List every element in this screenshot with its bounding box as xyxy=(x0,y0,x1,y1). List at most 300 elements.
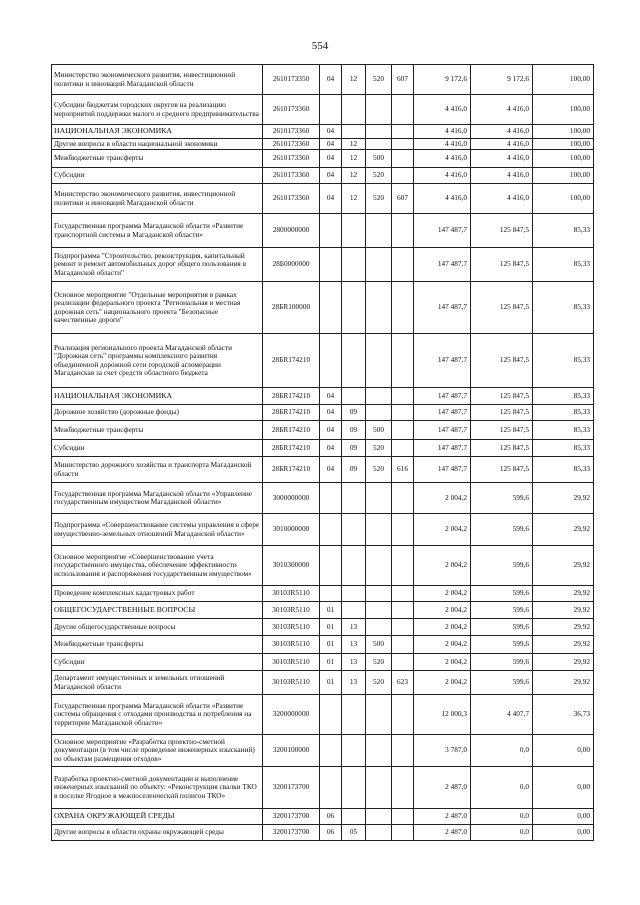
section-code: 04 xyxy=(320,168,342,184)
table-row xyxy=(52,405,594,421)
expense-type-code xyxy=(366,619,392,636)
execution-percent: 85,33 xyxy=(533,405,594,421)
target-code: 3010300000 xyxy=(263,546,320,586)
administrator-code xyxy=(392,150,414,168)
subsection-code: 13 xyxy=(342,636,366,654)
administrator-code xyxy=(392,809,414,825)
target-code: 30103R5110 xyxy=(263,654,320,671)
section-code: 04 xyxy=(320,139,342,150)
subsection-code: 13 xyxy=(342,619,366,636)
section-code: 04 xyxy=(320,150,342,168)
section-code xyxy=(320,483,342,514)
executed-amount: 125 847,5 xyxy=(471,440,533,457)
executed-amount: 599,6 xyxy=(471,483,533,514)
subsection-code xyxy=(342,334,366,388)
target-code: 28БR174210 xyxy=(263,388,320,405)
row-name: Межбюджетные трансферты xyxy=(52,636,263,654)
subsection-code: 05 xyxy=(342,825,366,841)
table-row xyxy=(52,457,594,483)
table-row xyxy=(52,139,594,150)
subsection-code xyxy=(342,282,366,334)
expense-type-code: 520 xyxy=(366,184,392,214)
subsection-code xyxy=(342,248,366,282)
administrator-code xyxy=(392,636,414,654)
planned-amount: 147 487,7 xyxy=(414,282,471,334)
table-row xyxy=(52,282,594,334)
expense-type-code: 520 xyxy=(366,440,392,457)
planned-amount: 2 487,0 xyxy=(414,825,471,841)
table-row xyxy=(52,95,594,125)
administrator-code xyxy=(392,248,414,282)
row-name: Подпрограмма «Совершенствование системы управления в сфере имущественно-земельных отношений Магаданской области» xyxy=(52,514,263,546)
expense-type-code xyxy=(366,546,392,586)
row-name: Основное мероприятие «Совершенствование учета государственного имущества, обеспечение эффективности использования и распоряжения государственным имуществом» xyxy=(52,546,263,586)
target-code: 30103R5110 xyxy=(263,636,320,654)
section-code xyxy=(320,767,342,809)
table-row xyxy=(52,654,594,671)
subsection-code: 12 xyxy=(342,168,366,184)
table-row xyxy=(52,695,594,735)
expense-type-code xyxy=(366,809,392,825)
execution-percent: 29,92 xyxy=(533,586,594,602)
target-code: 3200173700 xyxy=(263,767,320,809)
executed-amount: 0,0 xyxy=(471,735,533,767)
administrator-code xyxy=(392,735,414,767)
expense-type-code xyxy=(366,282,392,334)
section-code xyxy=(320,546,342,586)
administrator-code xyxy=(392,139,414,150)
executed-amount: 599,6 xyxy=(471,602,533,619)
expense-type-code xyxy=(366,139,392,150)
expense-type-code xyxy=(366,483,392,514)
row-name: Проведение комплексных кадастровых работ xyxy=(52,586,263,602)
row-name: Министерство дорожного хозяйства и транспорта Магаданской области xyxy=(52,457,263,483)
expense-type-code xyxy=(366,405,392,421)
subsection-code xyxy=(342,214,366,248)
row-name: Государственная программа Магаданской области «Развитие системы обращения с отходами производства и потребления на территории Магаданской области» xyxy=(52,695,263,735)
expense-type-code: 500 xyxy=(366,421,392,440)
row-name: Дорожное хозяйство (дорожные фонды) xyxy=(52,405,263,421)
table-row xyxy=(52,214,594,248)
execution-percent: 85,33 xyxy=(533,457,594,483)
executed-amount: 4 416,0 xyxy=(471,95,533,125)
row-name: Другие вопросы в области охраны окружающей среды xyxy=(52,825,263,841)
table-row xyxy=(52,735,594,767)
execution-percent: 29,92 xyxy=(533,546,594,586)
target-code: 2610173360 xyxy=(263,150,320,168)
section-code: 04 xyxy=(320,457,342,483)
section-code xyxy=(320,214,342,248)
subsection-code: 12 xyxy=(342,184,366,214)
subsection-code: 09 xyxy=(342,440,366,457)
row-name: ОБЩЕГОСУДАРСТВЕННЫЕ ВОПРОСЫ xyxy=(52,602,263,619)
row-name: Другие вопросы в области национальной экономики xyxy=(52,139,263,150)
planned-amount: 4 416,0 xyxy=(414,150,471,168)
executed-amount: 125 847,5 xyxy=(471,248,533,282)
target-code: 3200173700 xyxy=(263,825,320,841)
table-row xyxy=(52,825,594,841)
planned-amount: 12 000,3 xyxy=(414,695,471,735)
execution-percent: 100,00 xyxy=(533,168,594,184)
execution-percent: 100,00 xyxy=(533,184,594,214)
target-code: 30103R5110 xyxy=(263,586,320,602)
target-code: 30103R5110 xyxy=(263,602,320,619)
section-code xyxy=(320,695,342,735)
subsection-code xyxy=(342,388,366,405)
subsection-code: 13 xyxy=(342,654,366,671)
budget-table xyxy=(51,64,594,841)
section-code xyxy=(320,95,342,125)
administrator-code xyxy=(392,695,414,735)
expense-type-code xyxy=(366,602,392,619)
executed-amount: 125 847,5 xyxy=(471,421,533,440)
executed-amount: 125 847,5 xyxy=(471,282,533,334)
executed-amount: 0,0 xyxy=(471,809,533,825)
expense-type-code: 520 xyxy=(366,457,392,483)
subsection-code xyxy=(342,546,366,586)
executed-amount: 599,6 xyxy=(471,671,533,695)
expense-type-code xyxy=(366,586,392,602)
executed-amount: 599,6 xyxy=(471,636,533,654)
target-code: 3200173700 xyxy=(263,809,320,825)
planned-amount: 2 004,2 xyxy=(414,671,471,695)
table-row xyxy=(52,546,594,586)
subsection-code xyxy=(342,809,366,825)
section-code: 01 xyxy=(320,654,342,671)
target-code: 2610173360 xyxy=(263,168,320,184)
executed-amount: 4 416,0 xyxy=(471,139,533,150)
planned-amount: 2 487,0 xyxy=(414,767,471,809)
executed-amount: 9 172,6 xyxy=(471,65,533,95)
planned-amount: 2 004,2 xyxy=(414,619,471,636)
expense-type-code: 520 xyxy=(366,671,392,695)
table-row xyxy=(52,514,594,546)
target-code: 2800000000 xyxy=(263,214,320,248)
table-row xyxy=(52,440,594,457)
target-code: 2610173360 xyxy=(263,95,320,125)
target-code: 3010000000 xyxy=(263,514,320,546)
planned-amount: 147 487,7 xyxy=(414,405,471,421)
section-code: 01 xyxy=(320,602,342,619)
administrator-code xyxy=(392,95,414,125)
target-code: 28БR174210 xyxy=(263,334,320,388)
planned-amount: 147 487,7 xyxy=(414,248,471,282)
row-name: Департамент имущественных и земельных отношений Магаданской области xyxy=(52,671,263,695)
section-code: 01 xyxy=(320,636,342,654)
planned-amount: 9 172,6 xyxy=(414,65,471,95)
executed-amount: 4 416,0 xyxy=(471,150,533,168)
execution-percent: 29,92 xyxy=(533,671,594,695)
execution-percent: 0,00 xyxy=(533,809,594,825)
planned-amount: 147 487,7 xyxy=(414,388,471,405)
target-code: 28БR174210 xyxy=(263,440,320,457)
administrator-code xyxy=(392,586,414,602)
table-row xyxy=(52,586,594,602)
target-code: 3200000000 xyxy=(263,695,320,735)
subsection-code xyxy=(342,514,366,546)
administrator-code xyxy=(392,388,414,405)
execution-percent: 29,92 xyxy=(533,636,594,654)
row-name: Межбюджетные трансферты xyxy=(52,150,263,168)
administrator-code xyxy=(392,825,414,841)
subsection-code: 09 xyxy=(342,457,366,483)
row-name: Субсидии xyxy=(52,654,263,671)
administrator-code xyxy=(392,421,414,440)
section-code: 06 xyxy=(320,809,342,825)
table-row xyxy=(52,248,594,282)
execution-percent: 85,33 xyxy=(533,282,594,334)
row-name: Государственная программа Магаданской области «Управление государственным имуществом Магаданской области» xyxy=(52,483,263,514)
target-code: 28Б0000000 xyxy=(263,248,320,282)
executed-amount: 599,6 xyxy=(471,514,533,546)
table-row xyxy=(52,602,594,619)
section-code: 01 xyxy=(320,619,342,636)
subsection-code xyxy=(342,483,366,514)
execution-percent: 36,73 xyxy=(533,695,594,735)
expense-type-code xyxy=(366,125,392,139)
planned-amount: 2 004,2 xyxy=(414,654,471,671)
administrator-code xyxy=(392,619,414,636)
execution-percent: 100,00 xyxy=(533,139,594,150)
section-code: 04 xyxy=(320,65,342,95)
executed-amount: 125 847,5 xyxy=(471,405,533,421)
planned-amount: 147 487,7 xyxy=(414,214,471,248)
table-row xyxy=(52,619,594,636)
row-name: Министерство экономического развития, инвестиционной политики и инноваций Магаданской области xyxy=(52,184,263,214)
executed-amount: 0,0 xyxy=(471,767,533,809)
planned-amount: 2 004,2 xyxy=(414,514,471,546)
target-code: 28БR174210 xyxy=(263,405,320,421)
planned-amount: 4 416,0 xyxy=(414,184,471,214)
executed-amount: 4 416,0 xyxy=(471,168,533,184)
table-row xyxy=(52,421,594,440)
section-code: 04 xyxy=(320,405,342,421)
executed-amount: 599,6 xyxy=(471,586,533,602)
subsection-code xyxy=(342,125,366,139)
execution-percent: 100,00 xyxy=(533,95,594,125)
page-number: 554 xyxy=(311,40,329,52)
expense-type-code xyxy=(366,248,392,282)
section-code xyxy=(320,514,342,546)
subsection-code: 12 xyxy=(342,65,366,95)
administrator-code xyxy=(392,767,414,809)
section-code: 06 xyxy=(320,825,342,841)
execution-percent: 85,33 xyxy=(533,421,594,440)
planned-amount: 2 004,2 xyxy=(414,586,471,602)
row-name: Реализация регионального проекта Магаданской области "Дорожная сеть" программы комплексного развития объединенной дорожной сети городской агломерации Магаданская за счет средств областного бюджета xyxy=(52,334,263,388)
subsection-code xyxy=(342,602,366,619)
expense-type-code xyxy=(366,95,392,125)
planned-amount: 2 004,2 xyxy=(414,602,471,619)
administrator-code xyxy=(392,214,414,248)
row-name: Основное мероприятие "Отдельные мероприятия в рамках реализации федерального проекта "Региональная и местная дорожная сеть" национального проекта "Безопасные качественные дороги" xyxy=(52,282,263,334)
table-row xyxy=(52,125,594,139)
planned-amount: 4 416,0 xyxy=(414,139,471,150)
subsection-code xyxy=(342,586,366,602)
table-row xyxy=(52,65,594,95)
section-code: 04 xyxy=(320,421,342,440)
administrator-code xyxy=(392,602,414,619)
planned-amount: 4 416,0 xyxy=(414,125,471,139)
subsection-code xyxy=(342,695,366,735)
execution-percent: 85,33 xyxy=(533,334,594,388)
section-code xyxy=(320,586,342,602)
row-name: Субсидии xyxy=(52,440,263,457)
planned-amount: 4 416,0 xyxy=(414,168,471,184)
planned-amount: 2 004,2 xyxy=(414,546,471,586)
planned-amount: 147 487,7 xyxy=(414,334,471,388)
execution-percent: 100,00 xyxy=(533,125,594,139)
expense-type-code xyxy=(366,695,392,735)
execution-percent: 29,92 xyxy=(533,654,594,671)
executed-amount: 125 847,5 xyxy=(471,457,533,483)
row-name: НАЦИОНАЛЬНАЯ ЭКОНОМИКА xyxy=(52,125,263,139)
executed-amount: 599,6 xyxy=(471,546,533,586)
expense-type-code: 520 xyxy=(366,654,392,671)
section-code xyxy=(320,334,342,388)
administrator-code xyxy=(392,440,414,457)
target-code: 2610173360 xyxy=(263,139,320,150)
table-row xyxy=(52,334,594,388)
subsection-code: 09 xyxy=(342,405,366,421)
row-name: Разработка проектно-сметной документации и выполнение инженерных изысканий по объекту: «Реконструкция свалки ТКО в поселке Ягодное в межпоселенческий полигон ТКО» xyxy=(52,767,263,809)
planned-amount: 147 487,7 xyxy=(414,457,471,483)
table-row xyxy=(52,636,594,654)
subsection-code: 09 xyxy=(342,421,366,440)
administrator-code xyxy=(392,546,414,586)
administrator-code xyxy=(392,125,414,139)
execution-percent: 100,00 xyxy=(533,65,594,95)
planned-amount: 4 416,0 xyxy=(414,95,471,125)
administrator-code xyxy=(392,405,414,421)
row-name: Подпрограмма "Строительство, реконструкция, капитальный ремонт и ремонт автомобильных дорог общего пользования в Магаданской области" xyxy=(52,248,263,282)
executed-amount: 0,0 xyxy=(471,825,533,841)
planned-amount: 2 004,2 xyxy=(414,483,471,514)
table-row xyxy=(52,150,594,168)
row-name: Основное мероприятие «Разработка проектно-сметной документации (в том числе проведение инженерных изысканий) по объектам размещения отходов» xyxy=(52,735,263,767)
execution-percent: 85,33 xyxy=(533,388,594,405)
section-code: 01 xyxy=(320,671,342,695)
row-name: Другие общегосударственные вопросы xyxy=(52,619,263,636)
subsection-code xyxy=(342,95,366,125)
expense-type-code: 520 xyxy=(366,65,392,95)
row-name: Межбюджетные трансферты xyxy=(52,421,263,440)
expense-type-code xyxy=(366,214,392,248)
row-name: ОХРАНА ОКРУЖАЮЩЕЙ СРЕДЫ xyxy=(52,809,263,825)
row-name: НАЦИОНАЛЬНАЯ ЭКОНОМИКА xyxy=(52,388,263,405)
executed-amount: 4 416,0 xyxy=(471,184,533,214)
administrator-code xyxy=(392,168,414,184)
expense-type-code xyxy=(366,735,392,767)
section-code xyxy=(320,735,342,767)
execution-percent: 0,00 xyxy=(533,735,594,767)
execution-percent: 29,92 xyxy=(533,514,594,546)
executed-amount: 599,6 xyxy=(471,619,533,636)
table-row xyxy=(52,388,594,405)
section-code xyxy=(320,248,342,282)
row-name: Государственная программа Магаданской области «Развитие транспортной системы в Магаданской области» xyxy=(52,214,263,248)
execution-percent: 100,00 xyxy=(533,150,594,168)
target-code: 2610173360 xyxy=(263,184,320,214)
section-code: 04 xyxy=(320,440,342,457)
table-row xyxy=(52,184,594,214)
administrator-code xyxy=(392,654,414,671)
executed-amount: 125 847,5 xyxy=(471,334,533,388)
planned-amount: 147 487,7 xyxy=(414,421,471,440)
section-code xyxy=(320,282,342,334)
execution-percent: 29,92 xyxy=(533,619,594,636)
expense-type-code: 520 xyxy=(366,168,392,184)
target-code: 3000000000 xyxy=(263,483,320,514)
expense-type-code: 500 xyxy=(366,150,392,168)
target-code: 28БR174210 xyxy=(263,457,320,483)
expense-type-code xyxy=(366,767,392,809)
table-body xyxy=(52,65,594,841)
executed-amount: 4 407,7 xyxy=(471,695,533,735)
execution-percent: 0,00 xyxy=(533,825,594,841)
expense-type-code xyxy=(366,514,392,546)
execution-percent: 85,33 xyxy=(533,248,594,282)
execution-percent: 85,33 xyxy=(533,214,594,248)
table-row xyxy=(52,767,594,809)
target-code: 30103R5110 xyxy=(263,671,320,695)
target-code: 2610173360 xyxy=(263,125,320,139)
target-code: 2610173350 xyxy=(263,65,320,95)
administrator-code: 607 xyxy=(392,184,414,214)
target-code: 28БR174210 xyxy=(263,421,320,440)
planned-amount: 147 487,7 xyxy=(414,440,471,457)
execution-percent: 0,00 xyxy=(533,767,594,809)
subsection-code: 12 xyxy=(342,150,366,168)
table-row xyxy=(52,671,594,695)
administrator-code xyxy=(392,334,414,388)
executed-amount: 599,6 xyxy=(471,654,533,671)
subsection-code: 13 xyxy=(342,671,366,695)
table-row xyxy=(52,168,594,184)
planned-amount: 2 004,2 xyxy=(414,636,471,654)
target-code: 30103R5110 xyxy=(263,619,320,636)
row-name: Министерство экономического развития, инвестиционной политики и инноваций Магаданской области xyxy=(52,65,263,95)
section-code: 04 xyxy=(320,388,342,405)
target-code: 3200100000 xyxy=(263,735,320,767)
section-code: 04 xyxy=(320,125,342,139)
subsection-code: 12 xyxy=(342,139,366,150)
row-name: Субсидии xyxy=(52,168,263,184)
table-row xyxy=(52,483,594,514)
expense-type-code xyxy=(366,334,392,388)
administrator-code xyxy=(392,483,414,514)
administrator-code xyxy=(392,514,414,546)
executed-amount: 125 847,5 xyxy=(471,214,533,248)
execution-percent: 29,92 xyxy=(533,483,594,514)
administrator-code: 623 xyxy=(392,671,414,695)
table-row xyxy=(52,809,594,825)
planned-amount: 3 787,0 xyxy=(414,735,471,767)
section-code: 04 xyxy=(320,184,342,214)
administrator-code: 607 xyxy=(392,65,414,95)
expense-type-code xyxy=(366,825,392,841)
expense-type-code: 500 xyxy=(366,636,392,654)
execution-percent: 85,33 xyxy=(533,440,594,457)
target-code: 28БR100000 xyxy=(263,282,320,334)
subsection-code xyxy=(342,767,366,809)
executed-amount: 125 847,5 xyxy=(471,388,533,405)
expense-type-code xyxy=(366,388,392,405)
executed-amount: 4 416,0 xyxy=(471,125,533,139)
row-name: Субсидии бюджетам городских округов на реализацию мероприятий поддержки малого и среднего предпринимательства xyxy=(52,95,263,125)
administrator-code xyxy=(392,282,414,334)
administrator-code: 616 xyxy=(392,457,414,483)
